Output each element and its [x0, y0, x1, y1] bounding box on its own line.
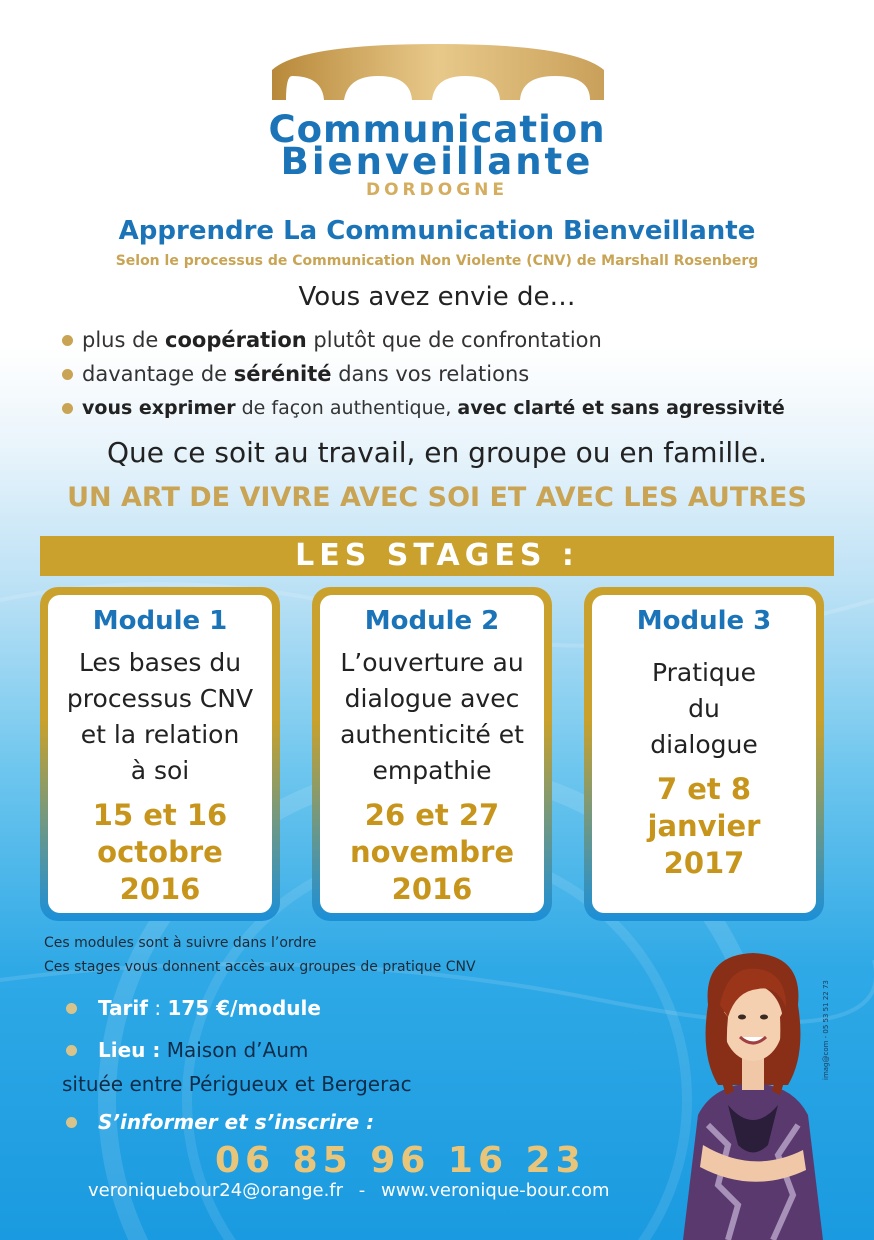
practice-groups-note: Ces stages vous donnent accès aux groupes de pratique CNV — [44, 959, 476, 975]
contact-separator: - — [358, 1180, 366, 1201]
context-text: Que ce soit au travail, en groupe ou en famille. — [106, 436, 768, 469]
location-value: Maison d’Aum — [160, 1038, 309, 1062]
module-description-line: du — [688, 694, 720, 723]
benefit-item — [62, 358, 785, 392]
benefits-list — [62, 324, 785, 426]
module-description-line: à soi — [130, 756, 190, 785]
module-date — [48, 797, 272, 908]
registration-info — [62, 1110, 374, 1134]
stages-banner: LES STAGES : — [40, 536, 834, 576]
benefit-text: dans vos relations — [331, 362, 530, 386]
email-link[interactable]: veroniquebour24@orange.fr — [88, 1180, 344, 1201]
module-card-1 — [40, 587, 280, 921]
benefit-keyword: avec clarté et sans agressivité — [457, 397, 785, 419]
tagline: UN ART DE VIVRE AVEC SOI ET AVEC LES AUTRES — [67, 482, 807, 513]
module-card-body — [48, 595, 272, 913]
module-description-line: Les bases du — [78, 648, 242, 677]
benefit-keyword: coopération — [165, 328, 307, 352]
module-description — [592, 655, 816, 763]
contact-line — [88, 1180, 610, 1201]
bullet-dot-icon — [62, 335, 73, 346]
module-date-line: 26 et 27 — [364, 798, 500, 832]
module-description-line: et la relation — [80, 720, 240, 749]
module-card-body — [592, 595, 816, 913]
module-description-line: Pratique — [651, 658, 757, 687]
module-card-3 — [584, 587, 824, 921]
module-card-body — [320, 595, 544, 913]
module-date-line: 2016 — [391, 872, 473, 906]
module-title: Module 1 — [92, 606, 228, 636]
module-description-line: processus CNV — [66, 684, 254, 713]
benefit-keyword: sérénité — [233, 362, 332, 386]
module-date-line: octobre — [97, 835, 223, 869]
location-label: Lieu : — [98, 1038, 161, 1062]
module-order-note: Ces modules sont à suivre dans l’ordre — [44, 935, 317, 951]
module-description-line: empathie — [372, 756, 492, 785]
module-date-line: janvier — [647, 809, 761, 843]
bridge-arch-icon — [0, 0, 874, 110]
phone-number[interactable]: 06 85 96 16 23 — [215, 1140, 586, 1181]
page-headline: Apprendre La Communication Bienveillante — [118, 216, 756, 246]
logo-line-1: Communication — [268, 108, 606, 151]
benefit-text: de façon authentique, — [235, 397, 458, 419]
price-label: Tarif — [98, 996, 148, 1020]
bullet-dot-icon — [62, 403, 73, 414]
bullet-dot-icon — [66, 1117, 77, 1128]
bullet-dot-icon — [62, 369, 73, 380]
logo-subtitle: DORDOGNE — [365, 180, 508, 200]
printer-credit: imag@com - 05 53 51 22 73 — [822, 980, 830, 1080]
location-detail: située entre Périgueux et Bergerac — [62, 1072, 412, 1096]
module-title: Module 3 — [636, 606, 772, 636]
module-description-line: authenticité et — [340, 720, 524, 749]
module-description — [48, 645, 272, 789]
module-description — [320, 645, 544, 789]
benefit-item — [62, 392, 785, 426]
intro-text: Vous avez envie de… — [298, 282, 576, 312]
module-date — [592, 771, 816, 882]
benefit-text: plutôt que de confrontation — [306, 328, 602, 352]
brand-logo — [0, 0, 874, 210]
portrait-photo — [668, 945, 838, 1240]
registration-label: S’informer et s’inscrire : — [98, 1110, 375, 1134]
bullet-dot-icon — [66, 1045, 77, 1056]
module-description-line: dialogue avec — [344, 684, 520, 713]
logo-line-2: Bienveillante — [280, 140, 594, 183]
location-info — [62, 1038, 308, 1062]
module-card-2 — [312, 587, 552, 921]
benefit-text: davantage de — [82, 362, 234, 386]
module-date-line: 2017 — [663, 846, 745, 880]
module-date-line: 2016 — [119, 872, 201, 906]
module-date-line: novembre — [349, 835, 515, 869]
module-description-line: L’ouverture au — [340, 648, 524, 677]
price-separator: : — [147, 996, 168, 1020]
benefit-keyword: vous exprimer — [82, 397, 236, 419]
benefit-item — [62, 324, 785, 358]
module-description-line: dialogue — [650, 730, 758, 759]
module-date-line: 7 et 8 — [656, 772, 752, 806]
benefit-text: plus de — [82, 328, 166, 352]
price-value: 175 €/module — [167, 996, 321, 1020]
bullet-dot-icon — [66, 1003, 77, 1014]
module-date-line: 15 et 16 — [92, 798, 228, 832]
page-subline: Selon le processus de Communication Non Violente (CNV) de Marshall Rosenberg — [115, 253, 759, 269]
module-title: Module 2 — [364, 606, 500, 636]
price-info — [62, 996, 321, 1020]
module-date — [320, 797, 544, 908]
website-link[interactable]: www.veronique-bour.com — [381, 1180, 610, 1201]
